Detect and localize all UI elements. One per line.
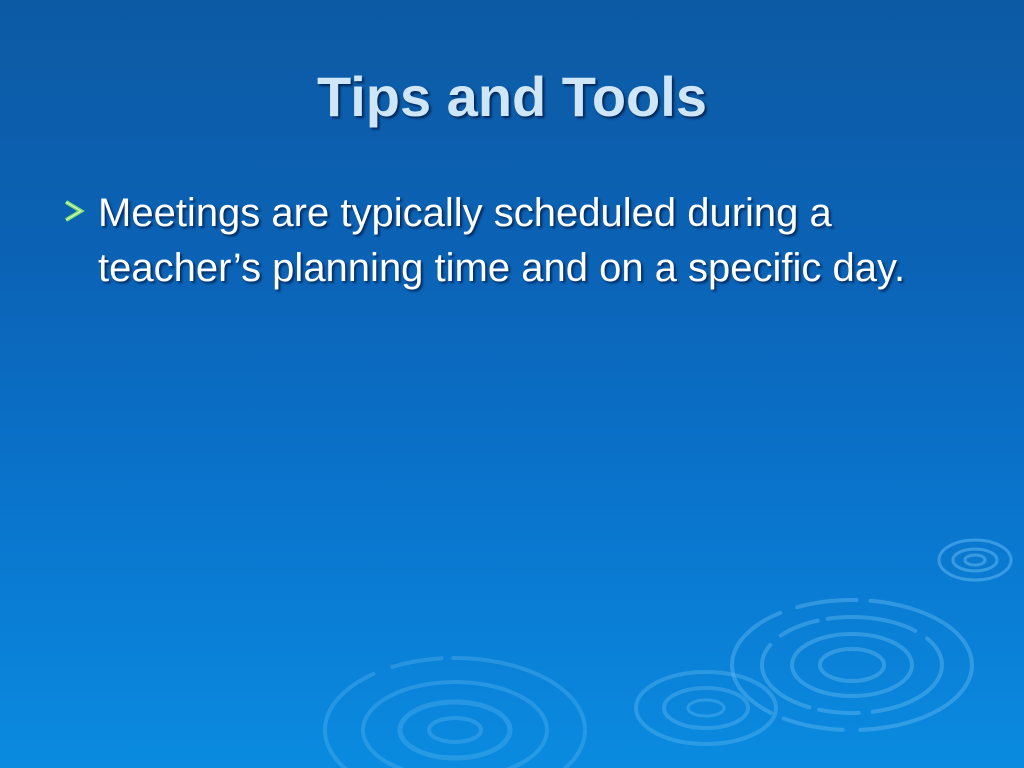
slide-body <box>62 186 962 296</box>
chevron-arrow-icon <box>62 186 98 227</box>
bullet-item <box>62 186 962 296</box>
bullet-text: Meetings are typically scheduled during a teacher’s planning time and on a specific day. <box>98 191 906 290</box>
slide-title: Tips and Tools <box>317 65 707 128</box>
